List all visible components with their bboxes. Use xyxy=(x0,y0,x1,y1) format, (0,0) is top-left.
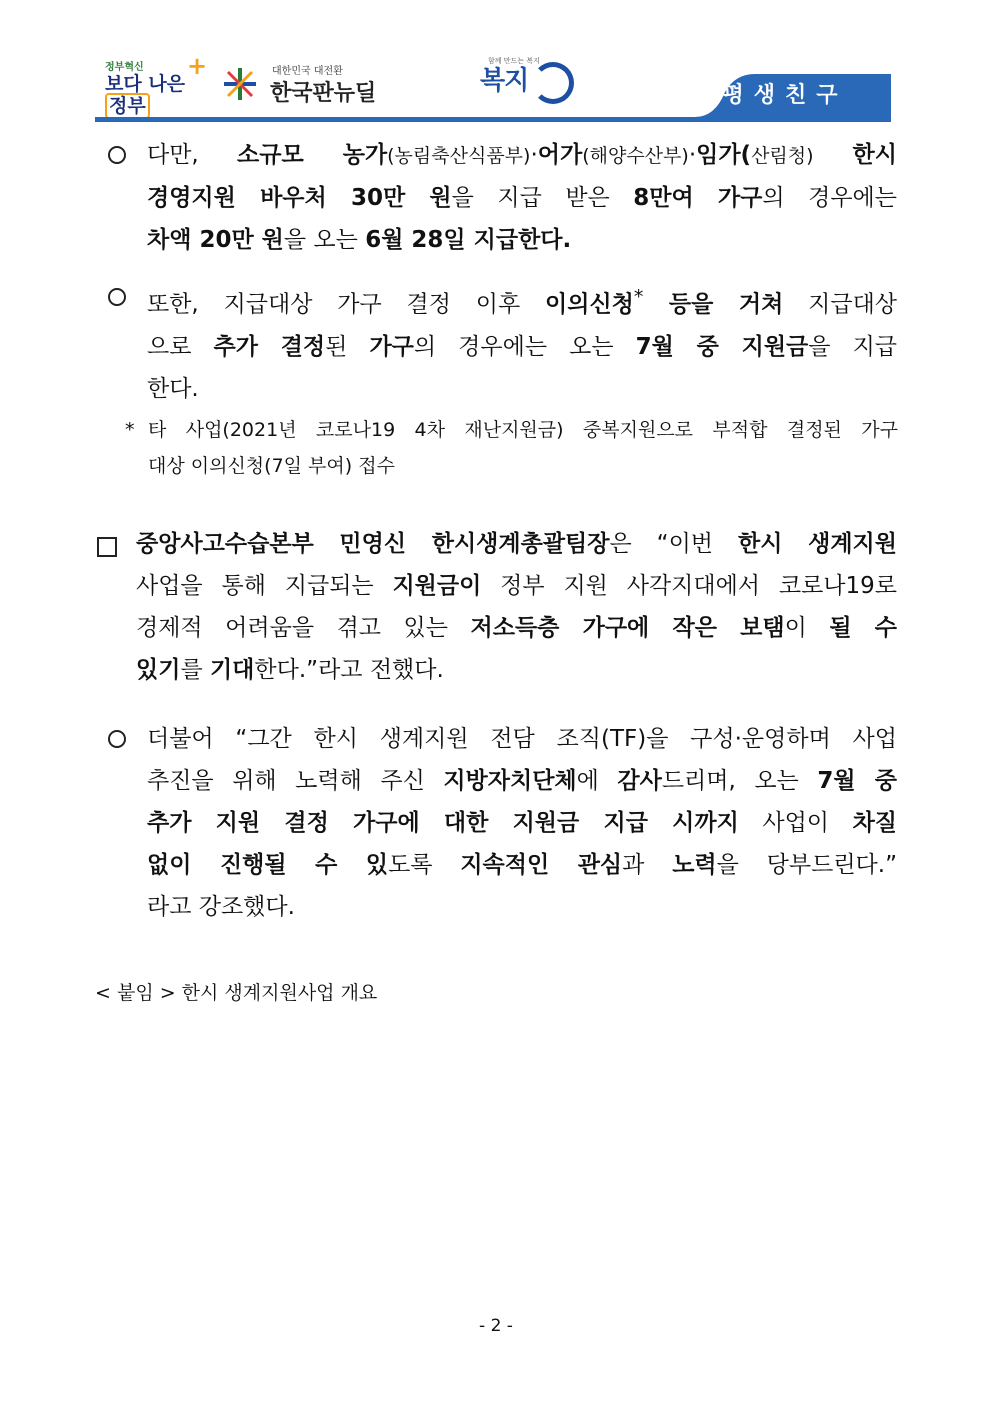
footnote-star: * xyxy=(125,419,135,441)
document-header: 정부혁신 보다 나은 정부 + 대한민국 대전환 한국판뉴딜 함께 만드는 복지 복지 평생친구 xyxy=(0,0,992,125)
tab-label: 평생친구 xyxy=(722,83,848,108)
paragraph-farm-voucher: 다만, 소규모 농가(농림축산식품부)·어가(해양수산부)·임가(산림청) 한시 경영지원 바우처 30만 원을 지급 받은 8만여 가구의 경우에는 차액 20만 원을 오는 6월 28일 지급한다. xyxy=(147,142,897,253)
square-bullet-icon xyxy=(97,537,117,557)
header-tab-bar xyxy=(95,72,891,122)
attachment-note: < 붙임 > 한시 생계지원사업 개요 xyxy=(95,982,378,1004)
government-innovation-logo: 정부혁신 보다 나은 정부 + xyxy=(105,52,208,117)
paragraph-additional-decision: 또한, 지급대상 가구 결정 이후 이의신청* 등을 거쳐 지급대상 으로 추가 결정된 가구의 경우에는 오는 7월 중 지원금을 지급 한다. xyxy=(147,286,898,402)
circle-bullet-icon xyxy=(108,288,126,306)
page-number: - 2 - xyxy=(479,1316,513,1336)
footnote: 타 사업(2021년 코로나19 4차 재난지원금) 중복지원으로 부적합 결정된 가구 대상 이의신청(7일 부여) 접수 xyxy=(148,419,898,477)
circle-bullet-icon xyxy=(108,730,126,748)
plus-icon: + xyxy=(187,52,208,80)
paragraph-team-leader-quote: 중앙사고수습본부 민영신 한시생계총괄팀장은 “이번 한시 생계지원 사업을 통해 지급되는 지원금이 정부 지원 사각지대에서 코로나19로 경제적 어려움을 겪고 있는 저소득층 가구에 작은 보탬이 될 수 있기를 기대한다.”라고 전했다. xyxy=(136,531,898,683)
circle-bullet-icon xyxy=(108,146,126,164)
welfare-logo: 함께 만드는 복지 복지 xyxy=(480,56,580,106)
paragraph-thanks: 더불어 “그간 한시 생계지원 전담 조직(TF)을 구성·운영하며 사업 추진을 위해 노력해 주신 지방자치단체에 감사드리며, 오는 7월 중 추가 지원 결정 가구에 대한 지원금 지급 시까지 사업이 차질 없이 진행될 수 있도록 지속적인 관심과 노력을 당부드린다.” 라고 강조했다. xyxy=(147,726,897,920)
